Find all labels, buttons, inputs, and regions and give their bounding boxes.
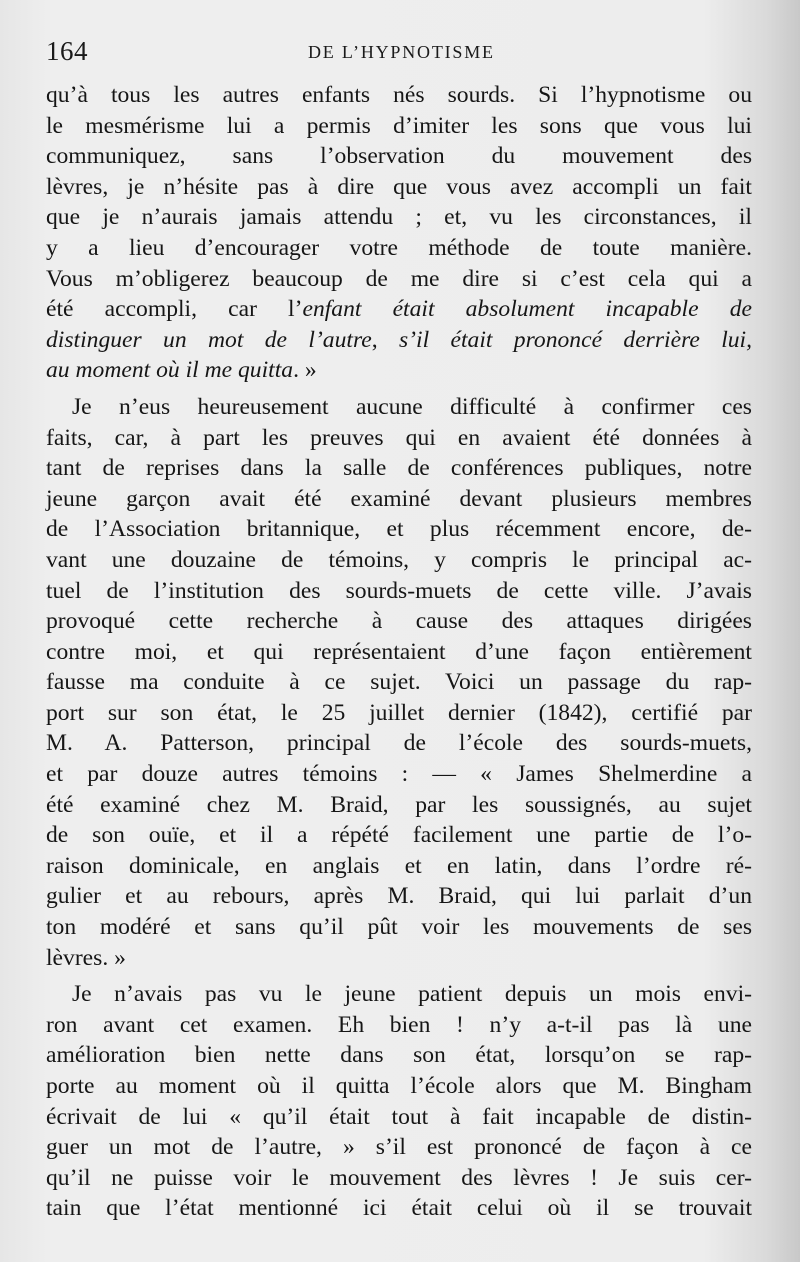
body-text <box>46 80 752 1224</box>
text-line: ton modéré et sans qu’il pût voir les mouvements de ses <box>46 914 752 941</box>
paragraph-first-line: Je n’eus heureusement aucune difficulté à confirmer ces <box>72 393 752 420</box>
text-segment: , <box>371 326 399 353</box>
text-line: amélioration bien nette dans son état, lorsqu’on se rap- <box>46 1042 752 1069</box>
text-line: communiquez, sans l’observation du mouvement des <box>46 143 752 170</box>
text-line: contre moi, et qui représentaient d’une façon entièrement <box>46 638 752 665</box>
text-line: faits, car, à part les preuves qui en avaient été données à <box>46 424 752 451</box>
text-line-mixed <box>46 355 752 386</box>
text-line: y a lieu d’encourager votre méthode de toute manière. <box>46 234 752 261</box>
italic-text-segment: enfant était absolument incapable de <box>302 296 752 323</box>
italic-text-segment: au moment où il me quitta <box>46 357 294 384</box>
text-line: qu’à tous les autres enfants nés sourds. Si l’hypnotisme ou <box>46 82 752 108</box>
text-line: de l’Association britannique, et plus récemment encore, de- <box>46 516 752 543</box>
text-line: et par douze autres témoins : — « James Shelmerdine a <box>46 761 752 788</box>
text-line: écrivait de lui « qu’il était tout à fait incapable de distin- <box>46 1103 752 1130</box>
text-line-mixed <box>46 325 752 356</box>
text-line: tuel de l’institution des sourds-muets de cette ville. J’avais <box>46 577 752 604</box>
text-line: gulier et au rebours, après M. Braid, qui lui parlait d’un <box>46 883 752 910</box>
text-line: port sur son état, le 25 juillet dernier (1842), certifié par <box>46 699 752 726</box>
text-line: fausse ma conduite à ce sujet. Voici un passage du rap- <box>46 669 752 696</box>
text-line: tain que l’état mentionné ici était celui où il se trouvait <box>46 1195 752 1222</box>
italic-text-segment: s’il était prononcé derrière lui, <box>399 326 753 353</box>
text-line: lèvres. » <box>46 944 126 971</box>
paragraph-first-line: Je n’avais pas vu le jeune patient depuis un mois envi- <box>72 981 752 1008</box>
text-line-mixed <box>46 294 752 325</box>
text-segment: été accompli, car l’ <box>46 296 303 323</box>
text-line: vant une douzaine de témoins, y compris le principal ac- <box>46 546 752 573</box>
running-head: DE L’HYPNOTISME <box>308 42 495 62</box>
text-line: qu’il ne puisse voir le mouvement des lèvres ! Je suis cer- <box>46 1164 752 1191</box>
text-line: jeune garçon avait été examiné devant plusieurs membres <box>46 485 752 512</box>
text-line: provoqué cette recherche à cause des attaques dirigées <box>46 608 752 635</box>
text-line: que je n’aurais jamais attendu ; et, vu les circonstances, il <box>46 204 752 231</box>
text-line: été examiné chez M. Braid, par les soussignés, au sujet <box>46 791 752 818</box>
text-line: M. A. Patterson, principal de l’école des sourds-muets, <box>46 730 752 757</box>
text-line: ron avant cet examen. Eh bien ! n’y a-t-il pas là une <box>46 1011 752 1038</box>
text-line: de son ouïe, et il a répété facilement une partie de l’o- <box>46 822 752 849</box>
text-line: tant de reprises dans la salle de conférences publiques, notre <box>46 455 752 482</box>
text-segment: . » <box>293 357 317 384</box>
italic-text-segment: distinguer un mot de l’autre <box>46 326 372 353</box>
text-line: porte au moment où il quitta l’école alors que M. Bingham <box>46 1073 752 1099</box>
text-line: guer un mot de l’autre, » s’il est prononcé de façon à ce <box>46 1134 752 1161</box>
page-header <box>46 32 752 72</box>
text-line: lèvres, je n’hésite pas à dire que vous avez accompli un fait <box>46 173 752 200</box>
text-line: raison dominicale, en anglais et en latin, dans l’ordre ré- <box>46 852 752 879</box>
page-number: 164 <box>46 36 88 66</box>
text-line: Vous m’obligerez beaucoup de me dire si c’est cela qui a <box>46 265 752 292</box>
text-line: le mesmérisme lui a permis d’imiter les sons que vous lui <box>46 112 752 139</box>
